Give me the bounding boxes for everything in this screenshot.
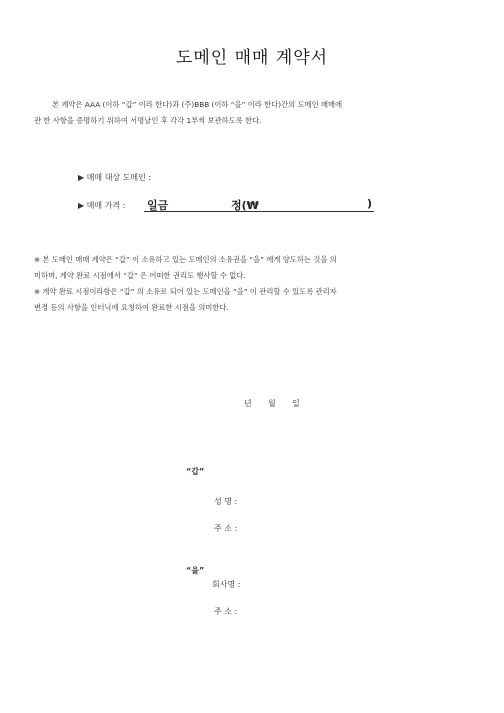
party-a-address-label: 주 소 : [214, 524, 238, 533]
price-mid: 정(₩ [231, 199, 259, 212]
date-year: 년 [244, 399, 252, 408]
note-1-line-1: ※ 본 도메인 매매 계약은 “갑” 이 소유하고 있는 도메인의 소유권을 “을” 에게 양도하는 것을 의 [34, 255, 337, 264]
date-month: 월 [268, 399, 276, 408]
price-close: ) [367, 197, 373, 210]
date-day: 일 [292, 399, 300, 408]
domain-label: ▶ 매매 대상 도메인 : [78, 173, 152, 182]
intro-line-2: 관 한 사항을 증명하기 위하여 서명날인 후 각각 1부씩 보관하도록 한다. [34, 116, 262, 125]
note-2-line-1: ※ 계약 완료 시점이라함은 “갑” 의 소유로 되어 있는 도메인을 “을” 이 관리할 수 있도록 관리자 [34, 287, 337, 296]
party-b-address-label: 주 소 : [214, 607, 238, 616]
document-title: 도메인 매매 계약서 [175, 48, 329, 68]
price-underline [144, 211, 374, 212]
party-b-label: “을” [186, 566, 205, 575]
price-prefix: 일금 [147, 199, 169, 212]
intro-line-1: 본 계약은 AAA (이하 “갑” 이라 한다)과 (주)BBB (이하 “을” 이라 한다)간의 도메인 매매에 [52, 100, 343, 109]
party-b-company-label: 회사명 : [212, 580, 241, 589]
note-2-line-2: 변경 등의 사항을 인터닉에 요청하여 완료한 시점을 의미한다. [34, 303, 229, 312]
price-label: ▶ 매매 가격 : [78, 201, 126, 210]
party-a-label: “갑” [186, 467, 205, 476]
note-1-line-2: 미하며, 계약 완료 시점에서 “갑” 은 어떠한 권리도 행사할 수 없다. [34, 271, 246, 280]
party-a-name-label: 성 명 : [214, 497, 238, 506]
